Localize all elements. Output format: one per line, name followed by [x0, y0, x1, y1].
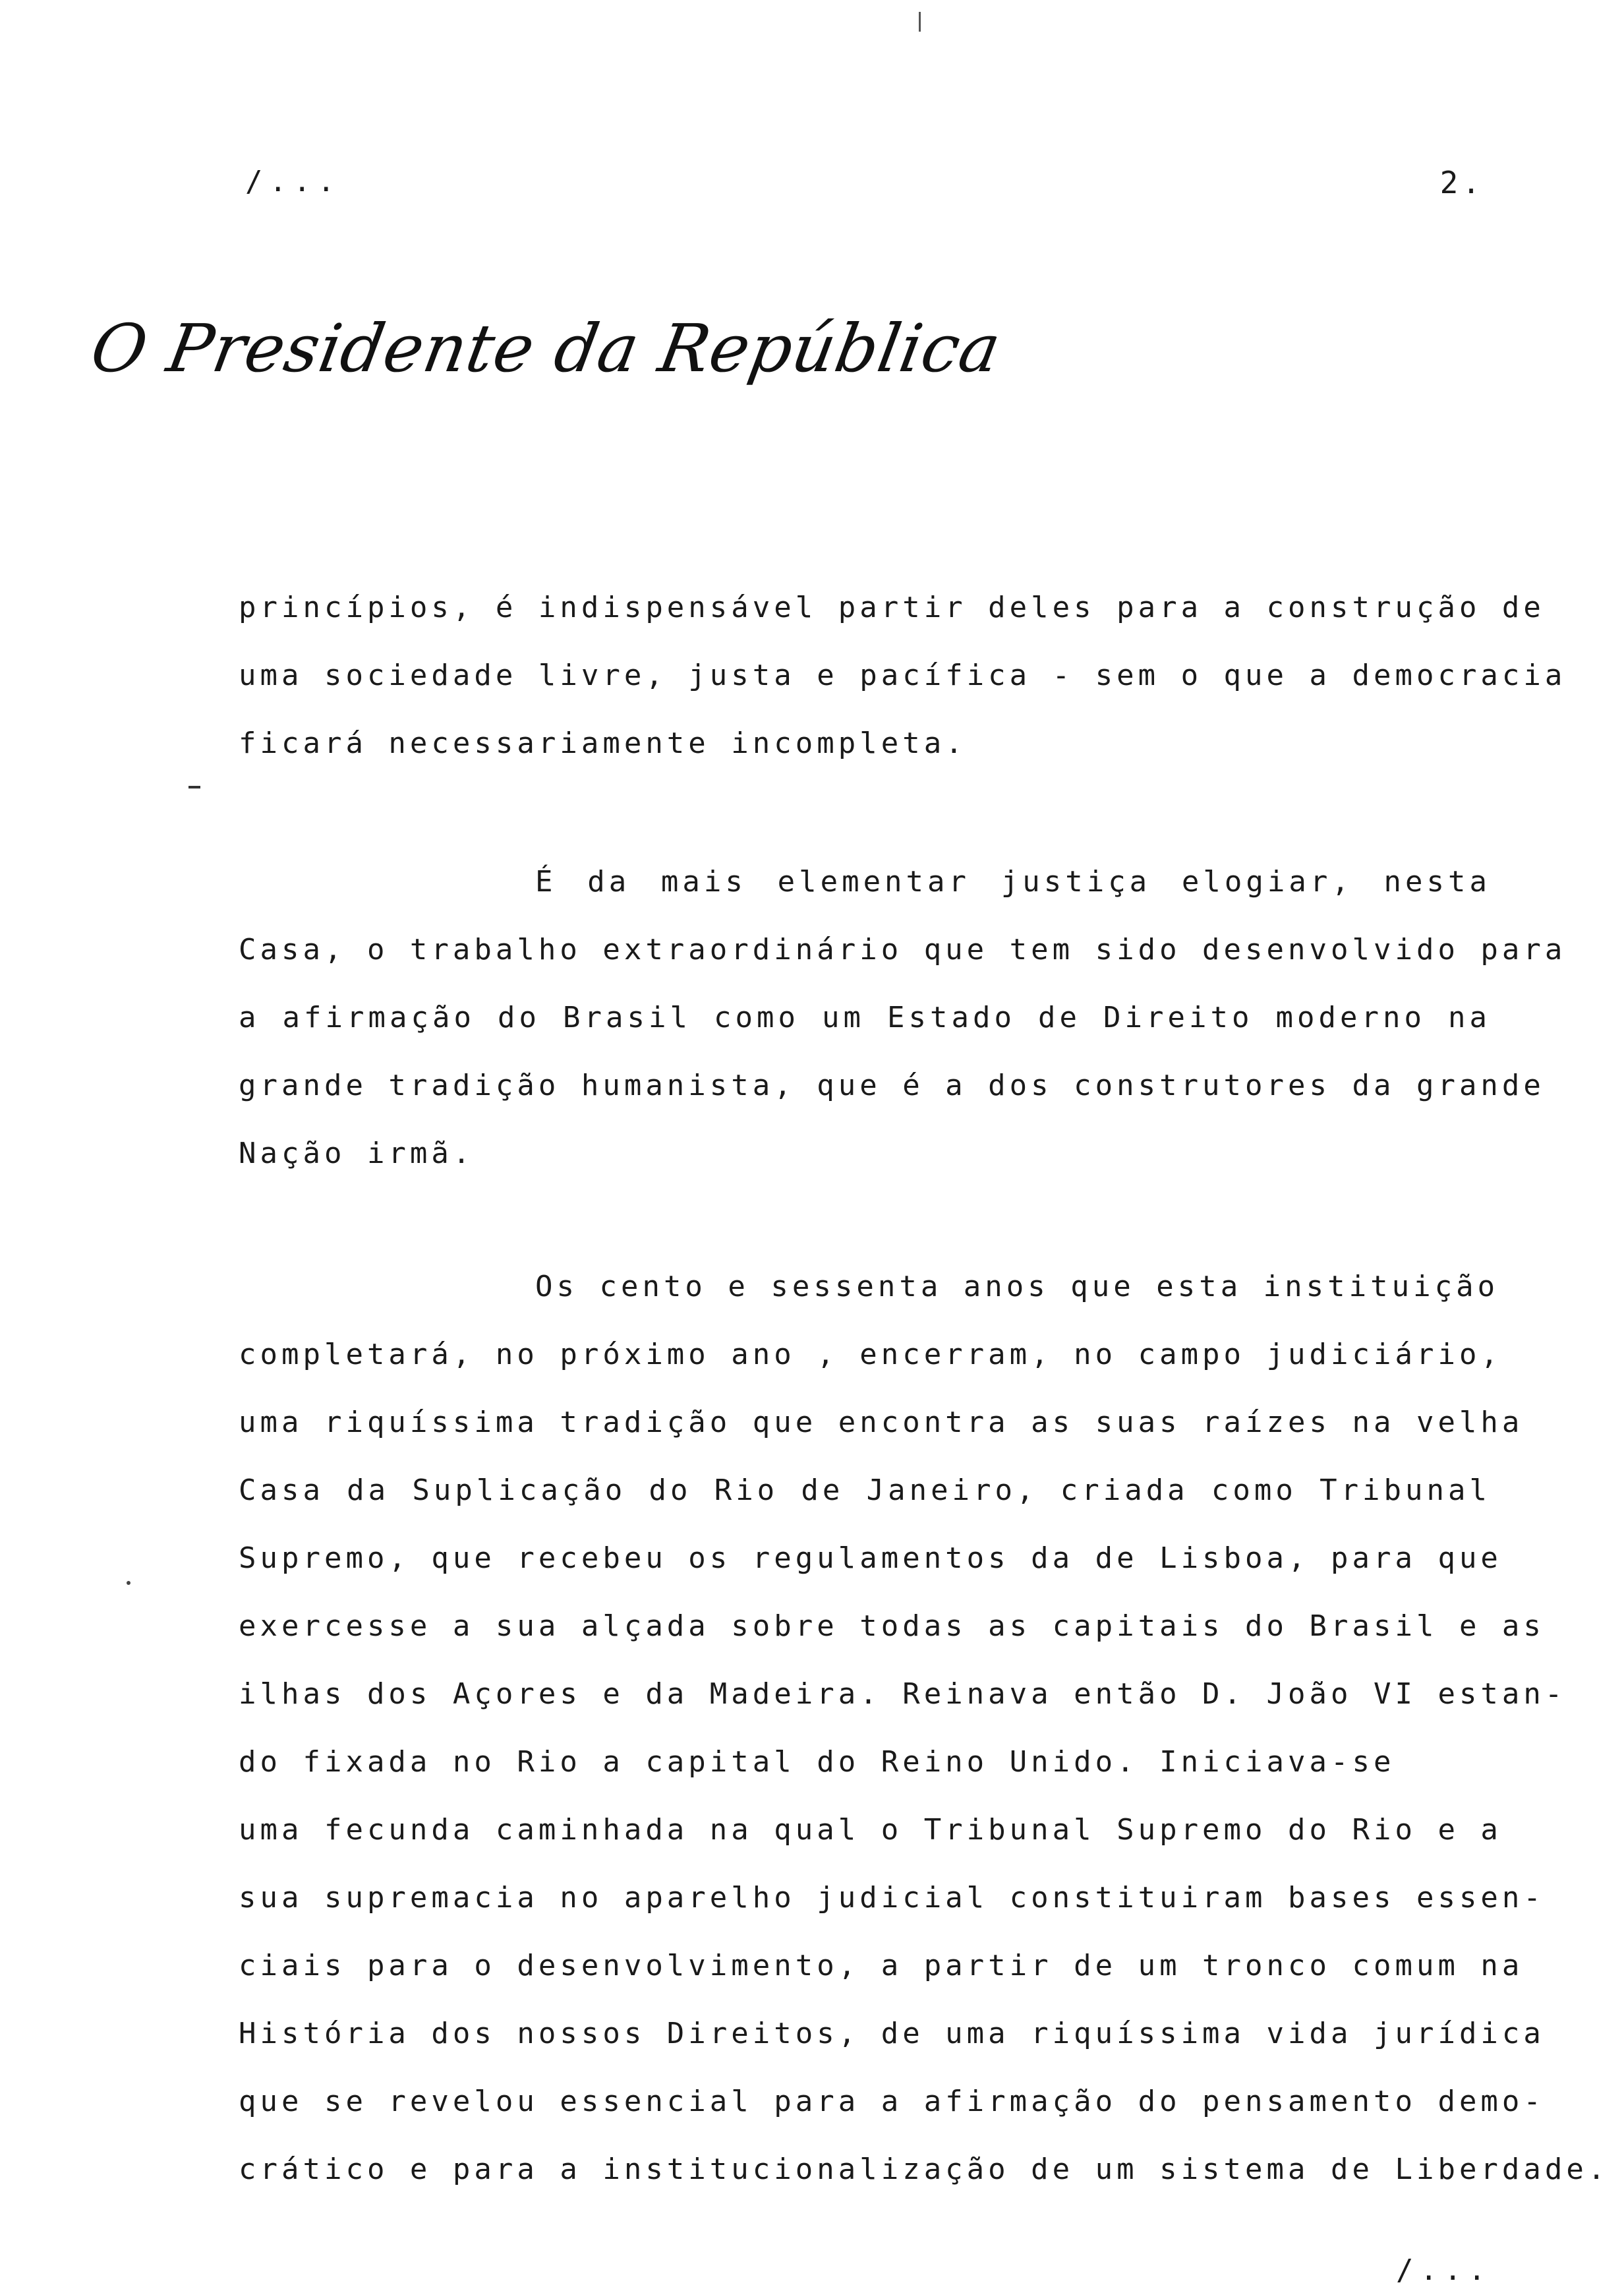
- text-line: uma riquíssima tradição que encontra as suas raízes na velha: [239, 1406, 1524, 1439]
- text-line: ilhas dos Açores e da Madeira. Reinava então D. João VI estan-: [239, 1677, 1567, 1711]
- page-number: 2.: [1439, 165, 1484, 200]
- text-line: Casa, o trabalho extraordinário que tem sido desenvolvido para: [239, 933, 1567, 966]
- text-line: História dos nossos Direitos, de uma riquíssima vida jurídica: [239, 2017, 1545, 2050]
- text-line: crático e para a institucionalização de um sistema de Liberdade.: [239, 2153, 1610, 2186]
- continuation-mark-top: /...: [245, 165, 341, 198]
- letterhead: O Presidente da República: [85, 310, 1007, 387]
- text-line: a afirmação do Brasil como um Estado de Direito moderno na: [239, 1001, 1491, 1034]
- text-line: grande tradição humanista, que é a dos construtores da grande: [239, 1069, 1545, 1102]
- scan-mark: [919, 12, 921, 32]
- text-line: sua supremacia no aparelho judicial constituiram bases essen-: [239, 1881, 1545, 1915]
- paragraph-3: [239, 1253, 1610, 2203]
- text-line: uma fecunda caminhada na qual o Tribunal Supremo do Rio e a: [239, 1813, 1502, 1847]
- text-line: ciais para o desenvolvimento, a partir de um tronco comum na: [239, 1949, 1524, 1982]
- text-line: Casa da Suplicação do Rio de Janeiro, criada como Tribunal: [239, 1473, 1491, 1507]
- text-line: Os cento e sessenta anos que esta instituição: [535, 1270, 1499, 1303]
- paragraph-2: [239, 848, 1567, 1187]
- text-line: exercesse a sua alçada sobre todas as capitais do Brasil e as: [239, 1609, 1545, 1643]
- text-line: que se revelou essencial para a afirmação do pensamento demo-: [239, 2085, 1545, 2118]
- continuation-mark-bottom: /...: [1396, 2253, 1492, 2287]
- text-line: Supremo, que recebeu os regulamentos da de Lisboa, para que: [239, 1541, 1502, 1575]
- text-line: ficará necessariamente incompleta.: [239, 727, 967, 760]
- text-line: Nação irmã.: [239, 1137, 475, 1170]
- text-line: princípios, é indispensável partir deles para a construção de: [239, 591, 1545, 624]
- text-line: do fixada no Rio a capital do Reino Unido. Iniciava-se: [239, 1745, 1395, 1779]
- margin-dot: [127, 1581, 130, 1585]
- margin-dash: [188, 786, 200, 788]
- text-line: uma sociedade livre, justa e pacífica - sem o que a democracia: [239, 659, 1567, 692]
- paragraph-1: [239, 574, 1567, 777]
- text-line: completará, no próximo ano , encerram, no campo judiciário,: [239, 1338, 1502, 1371]
- text-line: É da mais elementar justiça elogiar, nesta: [535, 865, 1491, 899]
